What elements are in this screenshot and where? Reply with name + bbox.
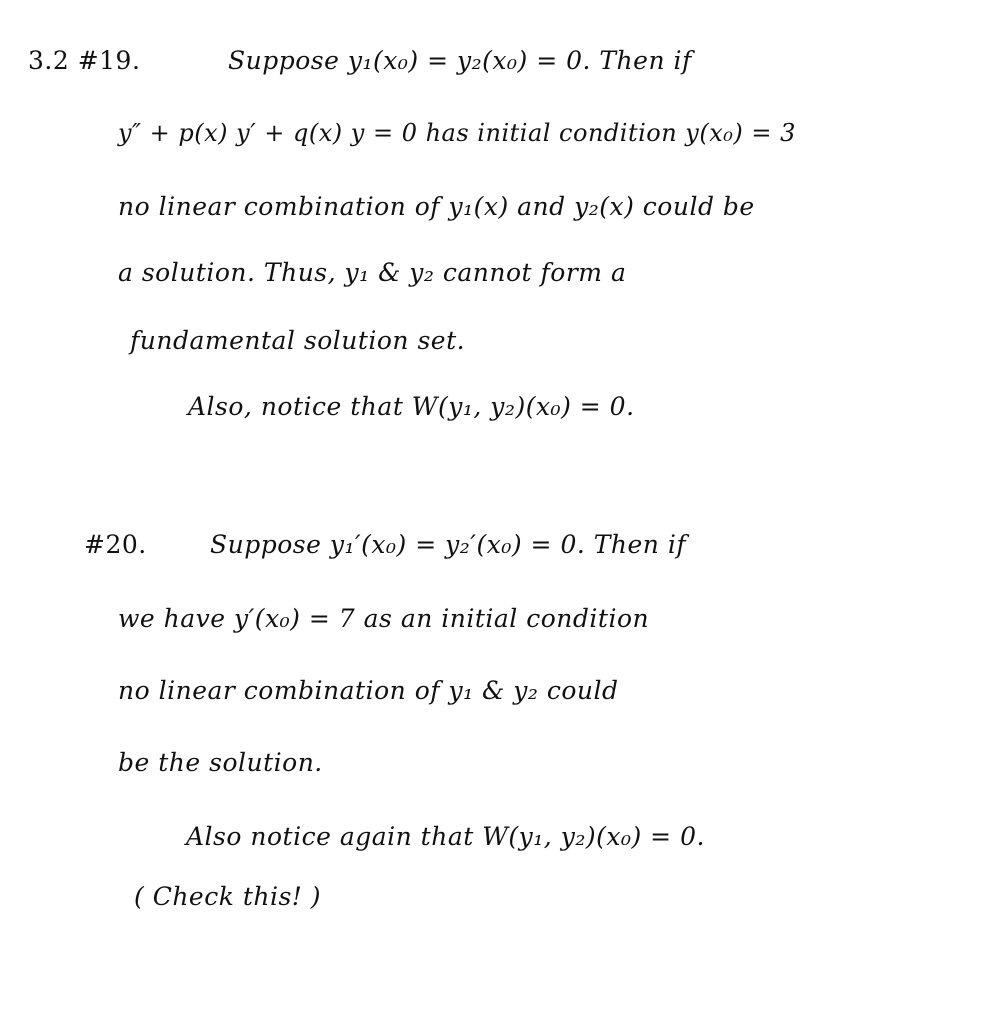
- problem-19-line-5: fundamental solution set.: [130, 326, 466, 355]
- problem-20-line-4: be the solution.: [118, 748, 323, 777]
- problem-20-line-5: Also notice again that W(y₁, y₂)(x₀) = 0.: [186, 822, 705, 851]
- problem-20-line-1: Suppose y₁′(x₀) = y₂′(x₀) = 0. Then if: [210, 530, 687, 559]
- problem-19-line-6: Also, notice that W(y₁, y₂)(x₀) = 0.: [188, 392, 635, 421]
- problem-20-line-2: we have y′(x₀) = 7 as an initial condition: [118, 604, 650, 633]
- problem-19-line-4: a solution. Thus, y₁ & y₂ cannot form a: [118, 258, 627, 287]
- problem-20-label: #20.: [84, 530, 147, 559]
- problem-20-line-3: no linear combination of y₁ & y₂ could: [118, 676, 619, 705]
- problem-19-line-1: Suppose y₁(x₀) = y₂(x₀) = 0. Then if: [228, 46, 692, 75]
- problem-19-line-3: no linear combination of y₁(x) and y₂(x) could be: [118, 192, 755, 221]
- problem-20-line-6: ( Check this! ): [134, 882, 322, 911]
- problem-19-label: 3.2 #19.: [28, 46, 141, 75]
- problem-19-line-2: y″ + p(x) y′ + q(x) y = 0 has initial condition y(x₀) = 3: [118, 119, 796, 147]
